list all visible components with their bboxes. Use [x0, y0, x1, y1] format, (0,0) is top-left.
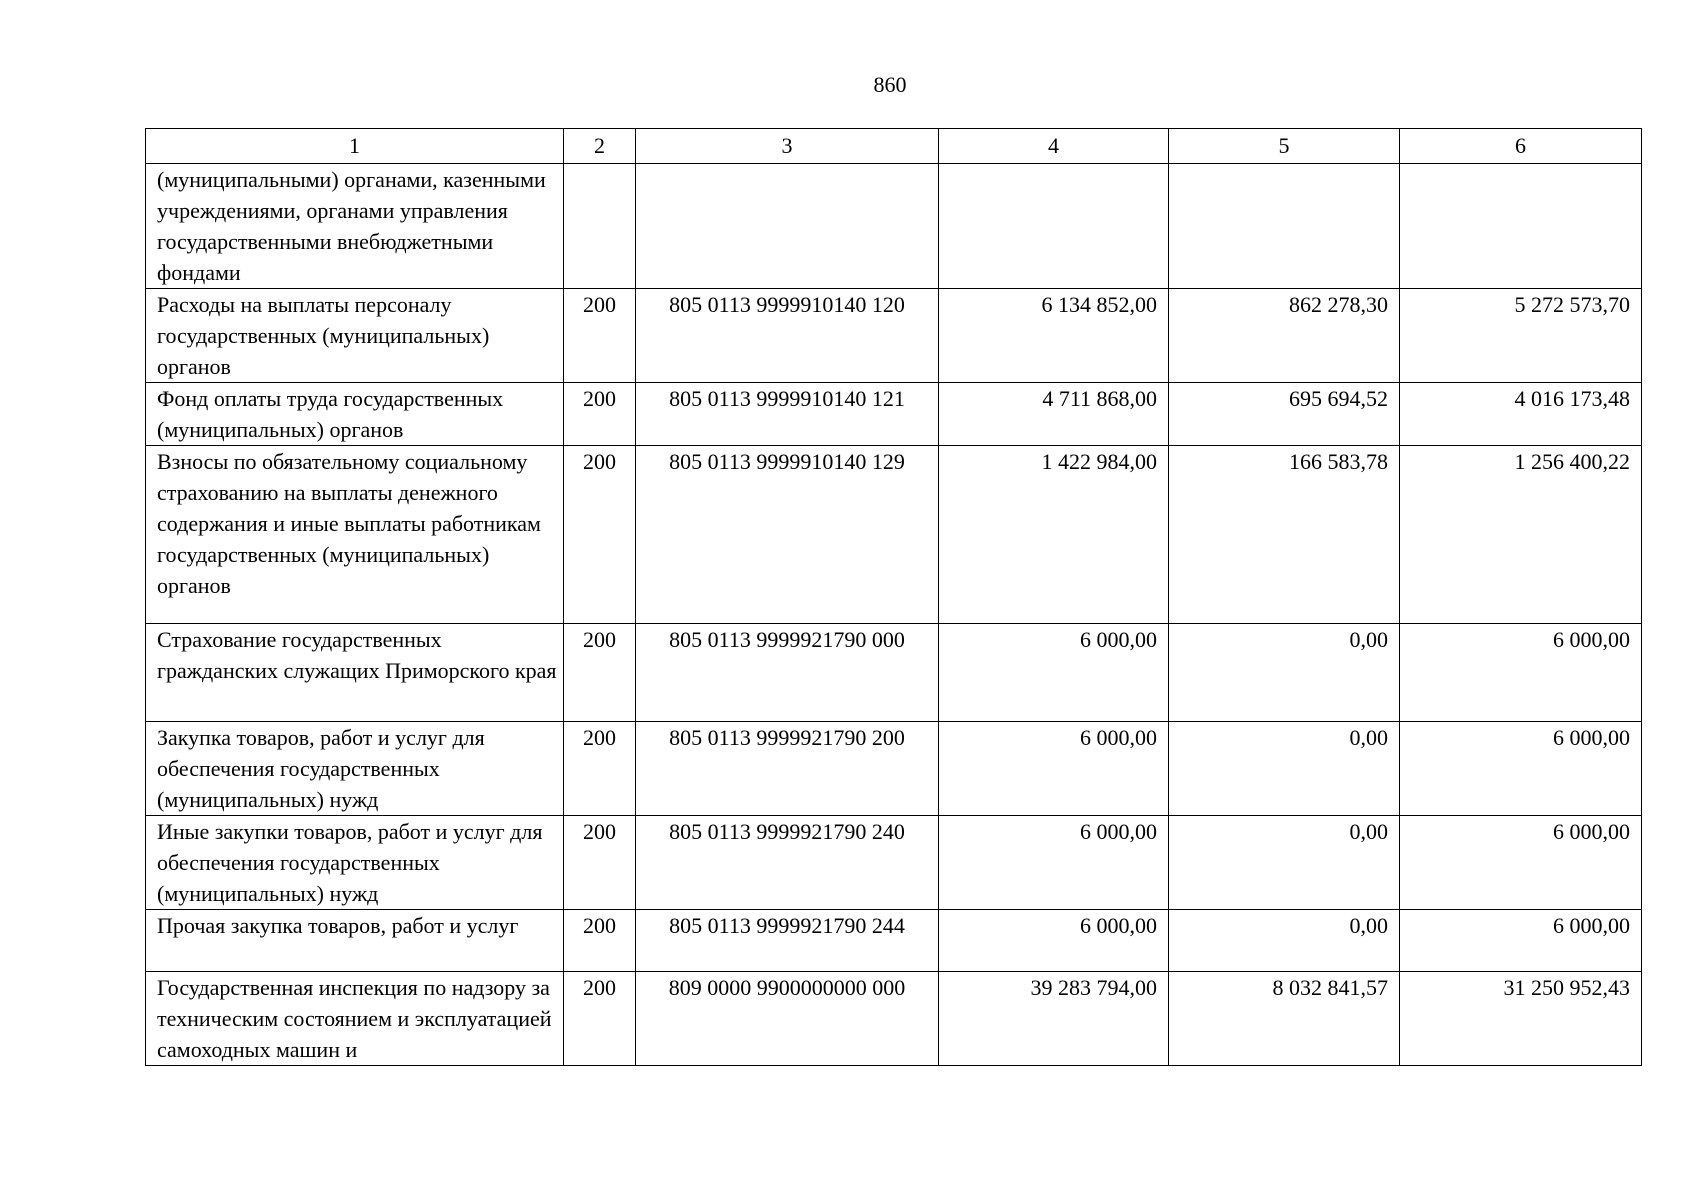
row-code-cell: 200 — [564, 722, 636, 816]
row-name-cell: Расходы на выплаты персоналу государственных (муниципальных) органов — [146, 289, 564, 383]
row-executed-cell: 862 278,30 — [1169, 289, 1400, 383]
row-approved-cell: 6 000,00 — [939, 624, 1169, 722]
row-executed-cell: 166 583,78 — [1169, 446, 1400, 624]
row-code-cell: 200 — [564, 972, 636, 1066]
row-unexecuted-cell: 6 000,00 — [1400, 624, 1642, 722]
row-kbk-cell: 805 0113 9999910140 121 — [636, 383, 939, 446]
table-row — [146, 624, 1642, 722]
row-name-cell: Взносы по обязательному социальному страхованию на выплаты денежного содержания и иные выплаты работникам государственных (муниципальных) органов — [146, 446, 564, 624]
row-name-cell: Государственная инспекция по надзору за техническим состоянием и эксплуатацией самоходных машин и — [146, 972, 564, 1066]
row-unexecuted-cell — [1400, 164, 1642, 289]
column-header-5: 5 — [1169, 129, 1400, 164]
column-header-6: 6 — [1400, 129, 1642, 164]
table-row — [146, 446, 1642, 624]
table-row — [146, 164, 1642, 289]
row-executed-cell: 695 694,52 — [1169, 383, 1400, 446]
row-kbk-cell: 805 0113 9999910140 120 — [636, 289, 939, 383]
row-executed-cell: 0,00 — [1169, 816, 1400, 910]
row-unexecuted-cell: 6 000,00 — [1400, 816, 1642, 910]
row-kbk-cell: 805 0113 9999921790 000 — [636, 624, 939, 722]
row-unexecuted-cell: 1 256 400,22 — [1400, 446, 1642, 624]
row-executed-cell: 0,00 — [1169, 910, 1400, 972]
row-kbk-cell: 809 0000 9900000000 000 — [636, 972, 939, 1066]
row-kbk-cell — [636, 164, 939, 289]
table-row — [146, 816, 1642, 910]
row-unexecuted-cell: 4 016 173,48 — [1400, 383, 1642, 446]
row-kbk-cell: 805 0113 9999910140 129 — [636, 446, 939, 624]
row-executed-cell: 0,00 — [1169, 722, 1400, 816]
column-header-3: 3 — [636, 129, 939, 164]
row-approved-cell: 39 283 794,00 — [939, 972, 1169, 1066]
row-name-cell: (муниципальными) органами, казенными учреждениями, органами управления государственными внебюджетными фондами — [146, 164, 564, 289]
row-code-cell: 200 — [564, 446, 636, 624]
column-header-4: 4 — [939, 129, 1169, 164]
row-unexecuted-cell: 5 272 573,70 — [1400, 289, 1642, 383]
budget-execution-table — [145, 128, 1642, 1066]
row-code-cell: 200 — [564, 816, 636, 910]
row-name-cell: Иные закупки товаров, работ и услуг для обеспечения государственных (муниципальных) нужд — [146, 816, 564, 910]
row-approved-cell: 1 422 984,00 — [939, 446, 1169, 624]
row-approved-cell: 6 000,00 — [939, 816, 1169, 910]
table-row — [146, 289, 1642, 383]
row-approved-cell: 6 000,00 — [939, 910, 1169, 972]
row-approved-cell: 4 711 868,00 — [939, 383, 1169, 446]
row-code-cell: 200 — [564, 383, 636, 446]
row-approved-cell: 6 134 852,00 — [939, 289, 1169, 383]
row-kbk-cell: 805 0113 9999921790 244 — [636, 910, 939, 972]
row-unexecuted-cell: 6 000,00 — [1400, 722, 1642, 816]
row-kbk-cell: 805 0113 9999921790 240 — [636, 816, 939, 910]
row-name-cell: Страхование государственных гражданских служащих Приморского края — [146, 624, 564, 722]
row-code-cell — [564, 164, 636, 289]
table-row — [146, 972, 1642, 1066]
column-header-2: 2 — [564, 129, 636, 164]
row-approved-cell: 6 000,00 — [939, 722, 1169, 816]
page-number: 860 — [873, 72, 907, 97]
row-executed-cell: 0,00 — [1169, 624, 1400, 722]
row-name-cell: Фонд оплаты труда государственных (муниципальных) органов — [146, 383, 564, 446]
row-name-cell: Прочая закупка товаров, работ и услуг — [146, 910, 564, 972]
table-header-row — [146, 129, 1642, 164]
column-header-1: 1 — [146, 129, 564, 164]
row-kbk-cell: 805 0113 9999921790 200 — [636, 722, 939, 816]
table-row — [146, 722, 1642, 816]
row-code-cell: 200 — [564, 289, 636, 383]
row-name-cell: Закупка товаров, работ и услуг для обеспечения государственных (муниципальных) нужд — [146, 722, 564, 816]
table-row — [146, 910, 1642, 972]
row-unexecuted-cell: 31 250 952,43 — [1400, 972, 1642, 1066]
table-row — [146, 383, 1642, 446]
row-code-cell: 200 — [564, 910, 636, 972]
row-approved-cell — [939, 164, 1169, 289]
row-unexecuted-cell: 6 000,00 — [1400, 910, 1642, 972]
row-executed-cell — [1169, 164, 1400, 289]
row-code-cell: 200 — [564, 624, 636, 722]
row-executed-cell: 8 032 841,57 — [1169, 972, 1400, 1066]
